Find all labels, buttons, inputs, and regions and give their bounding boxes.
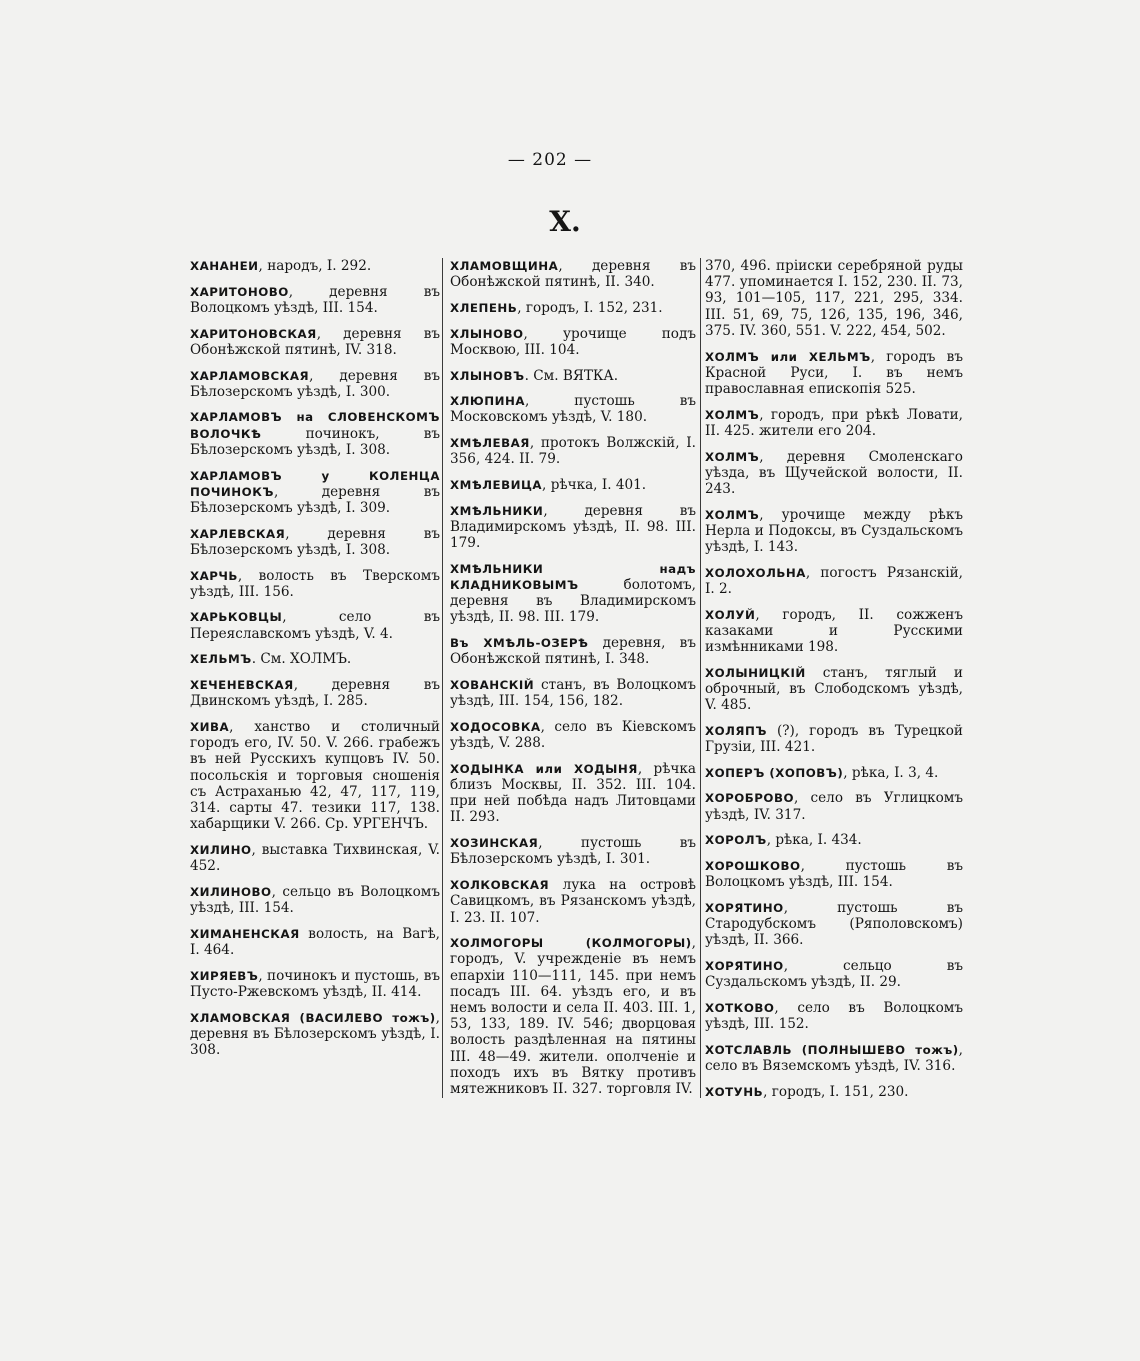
index-entry [705, 832, 963, 848]
entry-text: (?), городъ въ Турецкой Грузіи, III. 421. [705, 722, 963, 756]
entry-text: деревня, въ Обонѣжской пятинѣ, I. 348. [450, 635, 696, 668]
entry-headword: ХОЛМЪ [705, 449, 760, 464]
index-entry [450, 368, 696, 384]
entry-headword: ХАРИТОНОВСКАЯ [190, 326, 317, 341]
entry-headword: ХИМАНЕНСКАЯ [190, 926, 300, 941]
index-entry [450, 258, 696, 290]
entry-headword: ХОВАНСКІЙ [450, 678, 535, 693]
entry-text: , деревня въ Двинскомъ уѣздѣ, I. 285. [190, 677, 440, 710]
entry-headword: ХОРЯТИНО [705, 959, 784, 974]
entry-headword: ХОРОШКОВО [705, 859, 801, 874]
entry-text: , рѣчка близъ Москвы, II. 352. III. 104. при ней побѣда надъ Литовцами II. 293. [450, 760, 696, 826]
index-entry [705, 723, 963, 755]
entry-text: , пустошь въ Волоцкомъ уѣздѣ, III. 154. [705, 858, 963, 891]
index-entry [450, 761, 696, 826]
index-entry [450, 677, 696, 709]
index-entry [190, 884, 440, 916]
entry-headword: ХЛАМОВСКАЯ (ВАСИЛЕВО тожъ) [190, 1010, 436, 1025]
index-entry [190, 258, 440, 274]
entry-headword: ХОЛМЪ или ХЕЛЬМЪ [705, 349, 871, 364]
index-entry [190, 1010, 440, 1059]
entry-text: , село въ Углицкомъ уѣздѣ, IV. 317. [705, 790, 963, 823]
entry-text: , городъ въ Красной Руси, I. въ немъ православная епископія 525. [705, 348, 963, 397]
entry-headword: ХОТУНЬ [705, 1084, 764, 1099]
index-entry [450, 503, 696, 552]
index-entry [705, 765, 963, 781]
entry-text: , городъ, V. учрежденіе въ немъ епархіи 110—111, 145. при немъ посадъ III. 64. уѣздъ его, и въ немъ волости и села II. 403. III. 1, 53, 133, 189. IV. 546; дворцовая волость раздѣленная на пятины III. 48—49. жители. ополченіе и походъ ихъ въ Вятку противъ мятежниковъ II. 327. торговля IV. [450, 935, 696, 1098]
index-entry [705, 1000, 963, 1032]
index-entry [190, 609, 440, 641]
index-entry [705, 407, 963, 439]
index-entry [450, 719, 696, 751]
index-entry [450, 635, 696, 667]
entry-headword: ХОЛКОВСКАЯ [450, 878, 550, 893]
index-entry [705, 1084, 963, 1100]
entry-headword: ХОЛУЙ [705, 607, 756, 622]
index-entry [450, 935, 696, 1097]
index-entry [450, 300, 696, 316]
index-entry [190, 968, 440, 1000]
entry-headword: ХАРИТОНОВО [190, 284, 289, 299]
entry-text: , городъ, I. 151, 230. [763, 1083, 909, 1100]
entry-text: , село въ Кіевскомъ уѣздѣ, V. 288. [450, 718, 696, 752]
entry-headword: ХОЛЯПЪ [705, 723, 767, 738]
entry-headword: ХАРЧЬ [190, 568, 238, 583]
entry-text: станъ, тяглый и оброчный, въ Слободскомъ уѣздѣ, V. 485. [705, 664, 963, 714]
entry-headword: ХЛЫНОВО [450, 326, 524, 341]
index-entry [705, 607, 963, 656]
entry-text: , урочище подъ Москвою, III. 104. [450, 325, 696, 358]
entry-text: волость, на Вагѣ, I. 464. [190, 925, 440, 958]
entry-headword: ХАРЛЕВСКАЯ [190, 526, 286, 541]
index-column-2 [450, 258, 696, 1107]
entry-text: , деревня Смоленскаго уѣзда, въ Щучейской волости, II. 243. [705, 448, 963, 497]
entry-headword: ХЛЮПИНА [450, 394, 525, 409]
entry-headword: ХОЗИНСКАЯ [450, 836, 539, 851]
index-entry [450, 326, 696, 358]
entry-text: , городъ, II. сожженъ казаками и Русскими измѣнниками 198. [705, 606, 963, 656]
entry-headword: ХЛЫНОВЪ [450, 368, 525, 383]
entry-headword: ХМѢЛЬНИКИ [450, 503, 544, 518]
index-entry [190, 526, 440, 558]
index-entry [450, 477, 696, 493]
index-entry [190, 409, 440, 458]
entry-headword: ХОДОСОВКА [450, 719, 541, 734]
entry-text: , городъ, при рѣкѣ Ловати, II. 425. жители его 204. [705, 406, 963, 439]
entry-text: , деревня въ Волоцкомъ уѣздѣ, III. 154. [190, 283, 440, 316]
index-entry [190, 568, 440, 600]
index-entry [190, 468, 440, 517]
index-entry [705, 858, 963, 890]
entry-headword: ХЛЕПЕНЬ [450, 300, 518, 315]
entry-headword: ХАРЛАМОВСКАЯ [190, 368, 310, 383]
index-entry [190, 842, 440, 874]
entry-headword: ХОДЫНКА или ХОДЫНЯ [450, 761, 638, 776]
entry-text: , урочище между рѣкъ Нерла и Подоксы, въ Суздальскомъ уѣздѣ, I. 143. [705, 506, 963, 556]
entry-headword: ХМѢЛЕВИЦА [450, 478, 543, 493]
entry-text: , рѣка, I. 3, 4. [843, 764, 939, 781]
entry-headword: ХОРЯТИНО [705, 901, 784, 915]
entry-headword: ХОРОБРОВО [705, 791, 794, 806]
page-number: — 202 — [507, 150, 593, 170]
entry-text: болотомъ, деревня въ Владимирскомъ уѣздѣ, II. 98. III. 179. [450, 577, 696, 626]
entry-text: , село въ Волоцкомъ уѣздѣ, III. 152. [705, 1000, 963, 1033]
index-column-3 [705, 258, 963, 1110]
entry-text: , рѣка, I. 434. [766, 832, 862, 849]
index-column-1 [190, 258, 440, 1068]
entry-text: , село въ Переяславскомъ уѣздѣ, V. 4. [190, 609, 440, 642]
index-entry [705, 900, 963, 949]
column-divider [700, 258, 701, 1098]
entry-text: , деревня въ Обонѣжской пятинѣ, II. 340. [450, 258, 696, 291]
entry-headword: ХИЛИНО [190, 842, 252, 857]
index-entry [705, 507, 963, 556]
entry-headword: ХЛАМОВЩИНА [450, 259, 559, 273]
entry-text: , выставка Тихвинская, V. 452. [190, 841, 440, 875]
index-entry [190, 326, 440, 358]
index-entry [705, 349, 963, 398]
entry-headword: ХИЛИНОВО [190, 884, 272, 899]
index-entry [450, 561, 696, 626]
index-entry [705, 565, 963, 597]
section-letter-heading: Х. [549, 205, 581, 238]
entry-headword: ХАРЬКОВЦЫ [190, 610, 283, 625]
entry-headword: ХАРЛАМОВЪ на СЛОВЕНСКОМЪ ВОЛОЧКѢ [190, 410, 440, 441]
entry-text: , пустошь въ Бѣлозерскомъ уѣздѣ, I. 301. [450, 835, 696, 868]
entry-text: , пустошь въ Московскомъ уѣздѣ, V. 180. [450, 393, 696, 426]
entry-text: , деревня въ Бѣлозерскомъ уѣздѣ, I. 308. [190, 525, 440, 558]
entry-text: , рѣчка, I. 401. [542, 477, 647, 494]
entry-text: лука на островѣ Савицкомъ, въ Рязанскомъ уѣздѣ, I. 23. II. 107. [450, 877, 696, 926]
entry-text: , сельцо въ Волоцкомъ уѣздѣ, III. 154. [190, 883, 440, 916]
entry-text: , сельцо въ Суздальскомъ уѣздѣ, II. 29. [705, 958, 963, 991]
entry-text: починокъ, въ Бѣлозерскомъ уѣздѣ, I. 308. [190, 425, 440, 458]
index-entry [190, 677, 440, 709]
index-entry [450, 835, 696, 867]
entry-headword: ХОЛЫНИЦКІЙ [705, 665, 806, 680]
entry-text: , ханство и столичный городъ его, IV. 50. V. 266. грабежъ въ ней Русскихъ купцовъ IV. 50. посольскія и торговыя сношенія съ Астраханью 42, 47, 117, 119, 314. сарты 47. тезики 117, 138. хабарщики V. 266. Ср. УРГЕНЧЪ. [190, 718, 440, 833]
entry-headword: ХОЛМОГОРЫ (КОЛМОГОРЫ) [450, 936, 692, 951]
entry-text: станъ, въ Волоцкомъ уѣздѣ, III. 154, 156, 182. [450, 677, 696, 710]
entry-text: , деревня въ Бѣлозерскомъ уѣздѣ, I. 309. [190, 483, 440, 516]
index-entry [190, 284, 440, 316]
entry-text: , село въ Вяземскомъ уѣздѣ, IV. 316. [705, 1041, 963, 1075]
index-entry [190, 368, 440, 400]
entry-text: , пустошь въ Стародубскомъ (Ряполовскомъ) уѣздѣ, II. 366. [705, 900, 963, 949]
index-entry [190, 651, 440, 667]
entry-headword: Въ ХМѢЛЬ-ОЗЕРѢ [450, 636, 589, 651]
entry-text: , деревня въ Бѣлозерскомъ уѣздѣ, I. 300. [190, 367, 440, 400]
index-entry [705, 449, 963, 498]
entry-headword: ХИРЯЕВЪ [190, 968, 259, 983]
entry-headword: ХОЛОХОЛЬНА [705, 565, 806, 580]
index-entry [450, 393, 696, 425]
entry-text: , деревня въ Бѣлозерскомъ уѣздѣ, I. 308. [190, 1009, 440, 1058]
entry-headword: ХАРЛАМОВЪ у КОЛЕНЦА ПОЧИНОКЪ [190, 468, 440, 499]
entry-headword: ХОРОЛЪ [705, 833, 767, 848]
entry-text: . См. ВЯТКА. [524, 367, 619, 384]
entry-text: , деревня въ Обонѣжской пятинѣ, IV. 318. [190, 325, 440, 358]
entry-text: . См. ХОЛМЪ. [251, 651, 352, 668]
entry-text: , починокъ и пустошь, въ Пусто-Ржевскомъ уѣздѣ, II. 414. [190, 967, 440, 1000]
entry-text: , волость въ Тверскомъ уѣздѣ, III. 156. [190, 567, 440, 600]
entry-text: , городъ, I. 152, 231. [517, 299, 663, 316]
entry-headword: ХАНАНЕИ [190, 259, 259, 273]
entry-text: , погостъ Рязанскій, I. 2. [705, 564, 963, 597]
entry-text: 370, 496. пріиски серебряной руды 477. упоминается I. 152, 230. II. 73, 93, 101—105, 117, 221, 295, 334. III. 51, 69, 75, 126, 135, 196, 346, 375. IV. 360, 551. V. 222, 454, 502. [705, 258, 963, 339]
entry-headword: ХМѢЛЬНИКИ надъ КЛАДНИКОВЫМЪ [450, 561, 696, 593]
entry-headword: ХОЛМЪ [705, 507, 760, 522]
index-entry [705, 1042, 963, 1074]
entry-headword: ХЕЧЕНЕВСКАЯ [190, 678, 294, 693]
index-entry [450, 435, 696, 467]
index-entry [190, 719, 440, 832]
index-entry [705, 790, 963, 822]
entry-headword: ХОЛМЪ [705, 407, 760, 422]
entry-text: , деревня въ Владимирскомъ уѣздѣ, II. 98. III. 179. [450, 502, 696, 552]
index-entry [450, 877, 696, 926]
entry-headword: ХОТКОВО [705, 1001, 775, 1016]
entry-headword: ХЕЛЬМЪ [190, 652, 252, 667]
column-divider [442, 258, 443, 1098]
entry-headword: ХОТСЛАВЛЬ (ПОЛНЫШЕВО тожъ) [705, 1042, 959, 1057]
entry-headword: ХОПЕРЪ (ХОПОВЪ) [705, 765, 844, 780]
index-entry [190, 926, 440, 958]
entry-headword: ХМѢЛЕВАЯ [450, 436, 530, 451]
index-entry [705, 665, 963, 714]
index-entry [705, 958, 963, 990]
entry-text: , протокъ Волжскій, I. 356, 424. II. 79. [450, 435, 696, 468]
index-entry [705, 258, 963, 339]
entry-text: , народъ, I. 292. [258, 258, 372, 274]
entry-headword: ХИВА [190, 719, 230, 734]
